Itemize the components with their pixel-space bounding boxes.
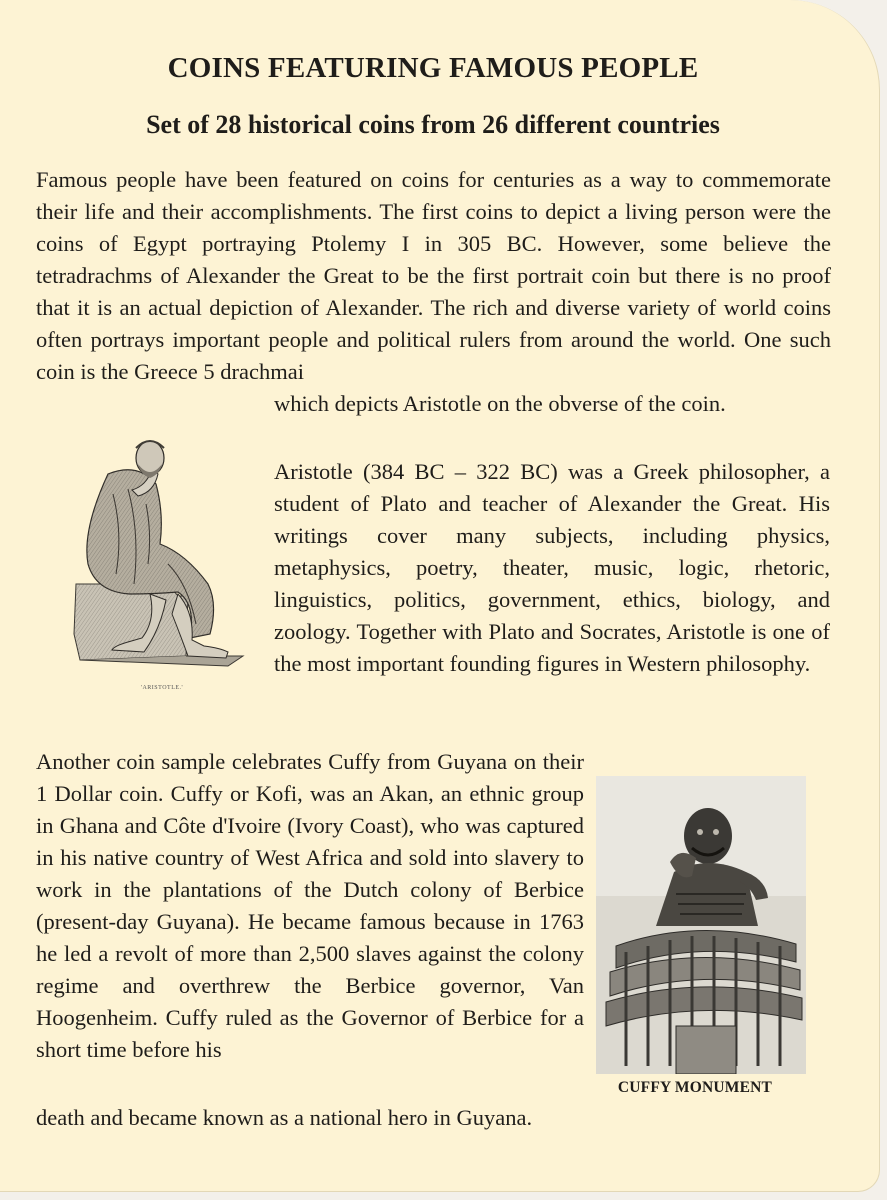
aristotle-image-caption: 'ARISTOTLE.' (140, 685, 184, 691)
cuffy-monument-image (596, 776, 806, 1074)
cuffy-paragraph-last-line: death and became known as a national hero in Guyana. (36, 1105, 533, 1130)
intro-paragraph-last-line: which depicts Aristotle on the obverse of the coin. (274, 391, 726, 416)
page-subtitle: Set of 28 historical coins from 26 different countries (146, 110, 720, 139)
aristotle-paragraph: Aristotle (384 BC – 322 BC) was a Greek philosopher, a student of Plato and teacher of Alexander the Great. His writings cover many subjects, including physics, metaphysics, poetry, theater, music, logic, rhetoric, linguistics, politics, government, ethics, biology, and zoology. Together with Plato and Socrates, Aristotle is one of the most important founding figures in Western philosophy. (274, 459, 830, 676)
intro-paragraph: Famous people have been featured on coins for centuries as a way to commemorate their life and their accomplishments. The first coins to depict a living person were the coins of Egypt portraying Ptolemy I in 305 BC. However, some believe the tetradrachms of Alexander the Great to be the first portrait coin but there is no proof that it is an actual depiction of Alexander. The rich and diverse variety of world coins often portrays important people and political rulers from around the world. One such coin is the Greece 5 drachmai (36, 167, 831, 384)
page-title: COINS FEATURING FAMOUS PEOPLE (167, 52, 699, 84)
aristotle-statue-image (68, 434, 248, 684)
cuffy-paragraph: Another coin sample celebrates Cuffy from Guyana on their 1 Dollar coin. Cuffy or Kofi, was an Akan, an ethnic group in Ghana and Côte d'Ivoire (Ivory Coast), who was captured in his native country of West Africa and sold into slavery to work in the plantations of the Dutch colony of Berbice (present-day Guyana). He became famous because in 1763 he led a revolt of more than 2,500 slaves against the colony regime and overthrew the Berbice governor, Van Hoogenheim. Cuffy ruled as the Governor of Berbice for a short time before his (36, 749, 584, 1062)
cuffy-image-caption: CUFFY MONUMENT (617, 1079, 773, 1096)
